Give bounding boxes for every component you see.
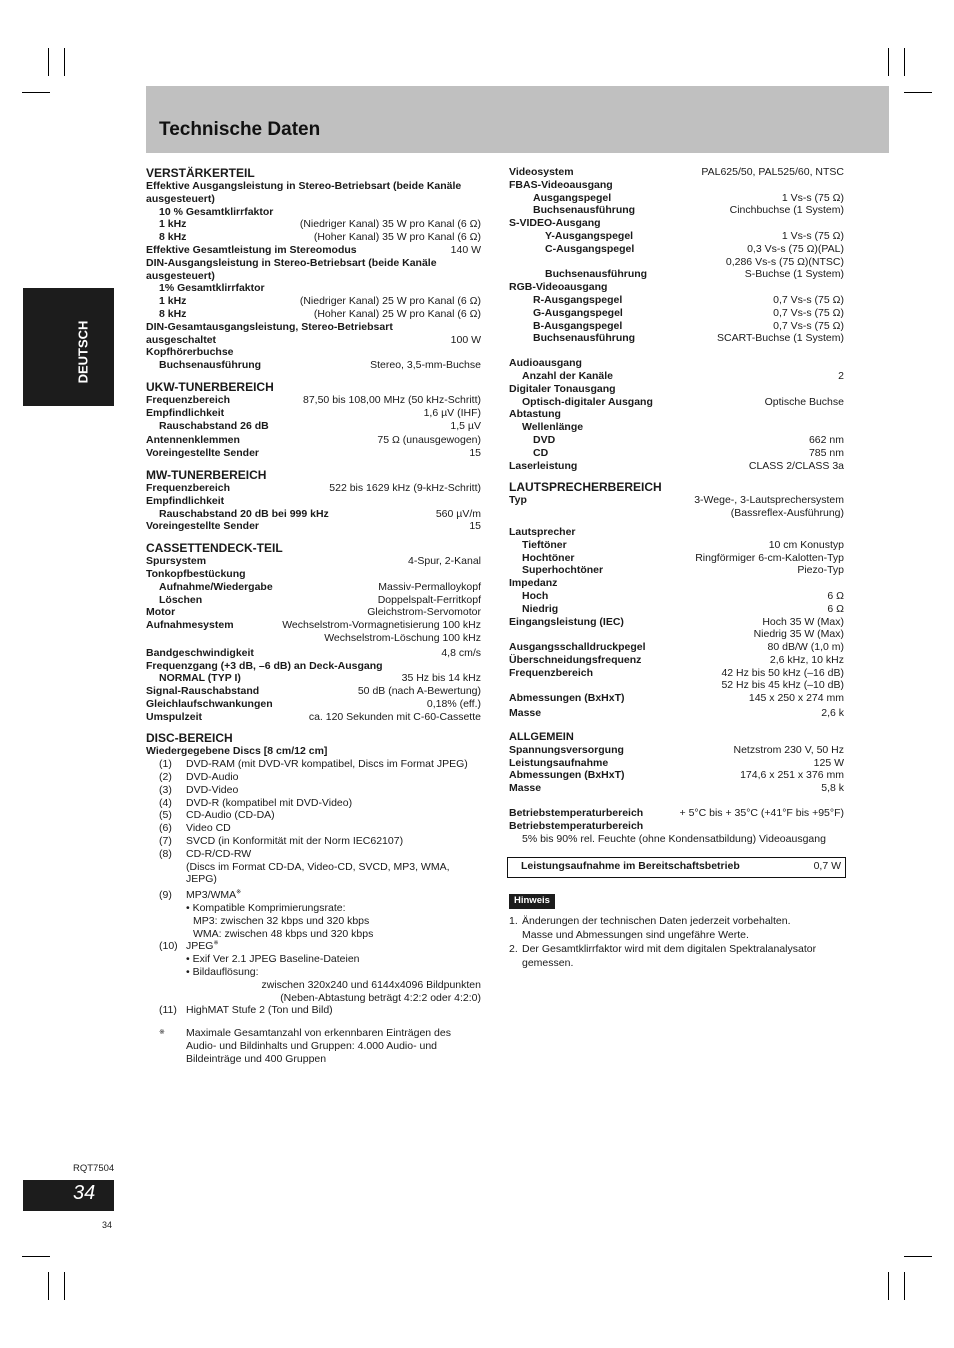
list-item: (6) Video CD xyxy=(159,822,231,835)
audio-digital: Digitaler Tonausgang xyxy=(509,382,616,395)
spec-row: 1 kHz (Niedriger Kanal) 35 W pro Kanal (6 Ω) xyxy=(159,218,481,231)
amp-stereo-title: Effektive Ausgangsleistung in Stereo-Betriebsart (beide Kanäle ausgesteuert) xyxy=(146,180,462,205)
audio-pickup: Abtastung xyxy=(509,408,561,421)
am-sens: Empfindlichkeit xyxy=(146,494,225,507)
amp-headphones: Kopfhörerbuchse xyxy=(146,346,234,359)
spec-row: Tieftöner 10 cm Konustyp xyxy=(522,538,844,551)
spec-row: Buchsenausführung Cinchbuchse (1 System) xyxy=(533,204,844,217)
crop-mark xyxy=(904,1256,932,1257)
spec-row: Masse 5,8 k xyxy=(509,782,844,795)
spec-row: Anzahl der Kanäle 2 xyxy=(522,369,844,382)
spec-row: Hochtöner Ringförmiger 6-cm-Kalotten-Typ xyxy=(522,551,844,564)
spec-row: Typ 3-Wege-, 3-Lautsprechersystem xyxy=(509,494,844,507)
speaker-fr2: 52 Hz bis 45 kHz (–10 dB) xyxy=(721,679,844,692)
crop-mark xyxy=(64,1272,65,1300)
right-column xyxy=(509,166,844,970)
spec-row: Videosystem PAL625/50, PAL525/60, NTSC xyxy=(509,166,844,178)
video-svideo: S-VIDEO-Ausgang xyxy=(509,217,601,230)
general-heading: ALLGEMEIN xyxy=(509,730,574,743)
speaker-imp: Impedanz xyxy=(509,577,558,590)
document-code: RQT7504 xyxy=(73,1163,115,1174)
list-item: (3) DVD-Video xyxy=(159,783,239,796)
spec-row: R-Ausgangspegel 0,7 Vs-s (75 Ω) xyxy=(533,293,844,306)
spec-row: Frequenzbereich 522 bis 1629 kHz (9-kHz-Schritt) xyxy=(146,481,481,494)
disc-played: Wiedergegebene Discs [8 cm/12 cm] xyxy=(146,745,328,758)
page-number: 34 xyxy=(73,1182,96,1204)
list-item: (10) JPEG※ xyxy=(159,940,219,953)
page-number-badge xyxy=(23,1180,114,1211)
bullet-item: • Kompatible Komprimierungsrate: xyxy=(186,902,346,915)
crop-mark xyxy=(22,1256,50,1257)
spec-row: Eingangsleistung (IEC) Hoch 35 W (Max) xyxy=(509,615,844,628)
amp-thd1: 1% Gesamtklirrfaktor xyxy=(159,282,265,295)
video-rgb: RGB-Videoausgang xyxy=(509,281,608,294)
standby-power-box: Leistungsaufnahme im Bereitschaftsbetrieb 0,7 W xyxy=(507,857,846,878)
spec-row: Hoch 6 Ω xyxy=(522,589,844,602)
note-item: 2. Der Gesamtklirrfaktor wird mit dem digitalen Spektralanalysator gemessen. xyxy=(509,943,817,970)
spec-row: Optisch-digitaler Ausgang Optische Buchse xyxy=(522,395,844,408)
spec-row: Signal-Rauschabstand 50 dB (nach A-Bewertung) xyxy=(146,685,481,698)
spec-row: ausgeschaltet 100 W xyxy=(146,333,481,346)
spec-row: Abmessungen (BxHxT) 174,6 x 251 x 376 mm xyxy=(509,769,844,782)
bullet-item: • Bildauflösung: xyxy=(186,966,259,979)
list-item: (1) DVD-RAM (mit DVD-VR kompatibel, Discs im Format JPEG) xyxy=(159,758,468,771)
crop-mark xyxy=(48,1272,49,1300)
spec-row: Aufnahme/Wiedergabe Massiv-Permalloykopf xyxy=(159,580,481,593)
spec-row: Spursystem 4-Spur, 2-Kanal xyxy=(146,555,481,568)
list-item: (9) MP3/WMA※ xyxy=(159,889,242,902)
spec-row: Laserleistung CLASS 2/CLASS 3a xyxy=(509,459,844,472)
spec-row: Betriebstemperaturbereich + 5°C bis + 35°C (+41°F bis +95°F) xyxy=(509,807,844,820)
spec-row: Motor Gleichstrom-Servomotor xyxy=(146,606,481,619)
general-temp2: Betriebstemperaturbereich xyxy=(509,819,644,832)
spec-row: Y-Ausgangspegel 1 Vs-s (75 Ω) xyxy=(545,229,844,242)
list-item: (2) DVD-Audio xyxy=(159,771,239,784)
spec-row: NORMAL (TYP I) 35 Hz bis 14 kHz xyxy=(159,672,481,685)
spec-row: Leistungsaufnahme 125 W xyxy=(509,756,844,769)
cassette-heads: Tonkopfbestückung xyxy=(146,567,246,580)
list-item: (8) CD-R/CD-RW (Discs im Format CD-DA, Video-CD, SVCD, MP3, WMA, JEPG) xyxy=(159,847,450,886)
crop-mark xyxy=(904,48,905,76)
speaker-heading: LAUTSPRECHERBEREICH xyxy=(509,480,662,495)
notes-tag: Hinweis xyxy=(509,894,555,909)
bullet-subitem: MP3: zwischen 32 kbps und 320 kbps xyxy=(193,914,370,927)
spec-row: Frequenzbereich 87,50 bis 108,00 MHz (50 kHz-Schritt) xyxy=(146,393,481,406)
spec-row: CD 785 nm xyxy=(533,446,844,459)
disc-heading: DISC-BEREICH xyxy=(146,731,233,746)
disc-list xyxy=(146,758,481,1017)
spec-row: Masse 2,6 k xyxy=(509,707,844,720)
bullet-subitem: zwischen 320x240 und 6144x4096 Bildpunkten xyxy=(261,978,481,991)
spec-row: Voreingestellte Sender 15 xyxy=(146,520,481,533)
amp-thd10: 10 % Gesamtklirrfaktor xyxy=(159,205,274,218)
spec-row: Aufnahmesystem Wechselstrom-Vormagnetisierung 100 kHz xyxy=(146,619,481,632)
spec-row: Überschneidungsfrequenz 2,6 kHz, 10 kHz xyxy=(509,653,844,666)
spec-row: Rauschabstand 26 dB 1,5 µV xyxy=(159,419,481,432)
speaker-power2: Niedrig 35 W (Max) xyxy=(753,628,844,641)
spec-row: Effektive Gesamtleistung im Stereomodus 140 W xyxy=(146,243,481,256)
spec-row: Bandgeschwindigkeit 4,8 cm/s xyxy=(146,646,481,659)
spec-row: Niedrig 6 Ω xyxy=(522,602,844,615)
disc-footnote: ※ Maximale Gesamtanzahl von erkennbaren Einträgen des Audio- und Bildinhalts und Gruppen: 4.000 Audio- und Bildeinträge und 400 Gruppen xyxy=(159,1027,451,1065)
spec-row: Empfindlichkeit 1,6 µV (IHF) xyxy=(146,406,481,419)
spec-row: Ausgangsschalldruckpegel 80 dB/W (1,0 m) xyxy=(509,641,844,654)
crop-mark xyxy=(904,92,932,93)
crop-mark xyxy=(888,1272,889,1300)
spec-row: Abmessungen (BxHxT) 145 x 250 x 274 mm xyxy=(509,692,844,705)
cassette-fr: Frequenzgang (+3 dB, –6 dB) an Deck-Ausgang xyxy=(146,659,383,672)
spec-row: Frequenzbereich 42 Hz bis 50 kHz (–16 dB) xyxy=(509,666,844,679)
spec-row: Buchsenausführung S-Buchse (1 System) xyxy=(545,268,844,281)
spec-row: Antennenklemmen 75 Ω (unausgewogen) xyxy=(146,434,481,447)
spec-row: C-Ausgangspegel 0,3 Vs-s (75 Ω)(PAL) xyxy=(545,242,844,255)
note-item: 1. Änderungen der technischen Daten jederzeit vorbehalten. Masse und Abmessungen sind ungefähre Werte. xyxy=(509,915,791,942)
spec-row: G-Ausgangspegel 0,7 Vs-s (75 Ω) xyxy=(533,306,844,319)
spec-row: Ausgangspegel 1 Vs-s (75 Ω) xyxy=(533,191,844,204)
spec-row: 1 kHz (Niedriger Kanal) 25 W pro Kanal (6 Ω) xyxy=(159,295,481,308)
bullet-subitem: WMA: zwischen 48 kbps und 320 kbps xyxy=(193,927,374,940)
language-tab xyxy=(23,288,114,406)
list-item: (7) SVCD (in Konformität mit der Norm IEC62107) xyxy=(159,835,404,848)
spec-row: Spannungsversorgung Netzstrom 230 V, 50 Hz xyxy=(509,743,844,756)
list-item: (11) HighMAT Stufe 2 (Ton und Bild) xyxy=(159,1004,333,1017)
audio-out: Audioausgang xyxy=(509,357,582,370)
list-item: (5) CD-Audio (CD-DA) xyxy=(159,809,275,822)
speaker-type2: (Bassreflex-Ausführung) xyxy=(730,507,844,520)
general-humidity: 5% bis 90% rel. Feuchte (ohne Kondensatbildung) Videoausgang xyxy=(522,832,826,845)
spec-row: 8 kHz (Hoher Kanal) 25 W pro Kanal (6 Ω) xyxy=(159,307,481,320)
amp-din-total: DIN-Gesamtausgangsleistung, Stereo-Betriebsart xyxy=(146,320,393,333)
spec-row: Umspulzeit ca. 120 Sekunden mit C-60-Cassette xyxy=(146,710,481,723)
amp-heading: VERSTÄRKERTEIL xyxy=(146,166,255,180)
spec-row: 8 kHz (Hoher Kanal) 35 W pro Kanal (6 Ω) xyxy=(159,231,481,244)
crop-mark xyxy=(904,1272,905,1300)
crop-mark xyxy=(22,92,50,93)
audio-wave: Wellenlänge xyxy=(522,421,584,434)
cassette-heading: CASSETTENDECK-TEIL xyxy=(146,541,283,556)
am-heading: MW-TUNERBEREICH xyxy=(146,467,267,482)
language-tab-label: DEUTSCH xyxy=(75,320,91,384)
amp-din-title: DIN-Ausgangsleistung in Stereo-Betriebsart (beide Kanäle ausgesteuert) xyxy=(146,256,437,282)
spec-row: Rauschabstand 20 dB bei 999 kHz 560 µV/m xyxy=(159,507,481,520)
video-c-ntsc: 0,286 Vs-s (75 Ω)(NTSC) xyxy=(725,255,844,268)
spec-row: Superhochtöner Piezo-Typ xyxy=(522,564,844,577)
list-item: (4) DVD-R (kompatibel mit DVD-Video) xyxy=(159,796,353,809)
spec-row: Buchsenausführung SCART-Buchse (1 System) xyxy=(533,332,844,345)
video-fbas: FBAS-Videoausgang xyxy=(509,178,613,191)
spec-row: DVD 662 nm xyxy=(533,433,844,446)
page-title: Technische Daten xyxy=(159,119,321,140)
spec-row: Buchsenausführung Stereo, 3,5-mm-Buchse xyxy=(159,359,481,372)
spec-row: Voreingestellte Sender 15 xyxy=(146,447,481,460)
left-column xyxy=(146,166,481,1066)
speaker-units: Lautsprecher xyxy=(509,525,576,538)
crop-mark xyxy=(64,48,65,76)
cassette-erase2: Wechselstrom-Löschung 100 kHz xyxy=(324,631,481,644)
page-number-small: 34 xyxy=(102,1220,113,1230)
title-band xyxy=(146,86,889,153)
bullet-subitem: (Neben-Abtastung beträgt 4:2:2 oder 4:2:0) xyxy=(280,991,481,1004)
crop-mark xyxy=(888,48,889,76)
spec-row: Löschen Doppelspalt-Ferritkopf xyxy=(159,593,481,606)
fm-heading: UKW-TUNERBEREICH xyxy=(146,379,274,394)
bullet-item: • Exif Ver 2.1 JPEG Baseline-Dateien xyxy=(186,953,360,966)
crop-mark xyxy=(48,48,49,76)
spec-row: B-Ausgangspegel 0,7 Vs-s (75 Ω) xyxy=(533,319,844,332)
spec-row: Gleichlaufschwankungen 0,18% (eff.) xyxy=(146,697,481,710)
